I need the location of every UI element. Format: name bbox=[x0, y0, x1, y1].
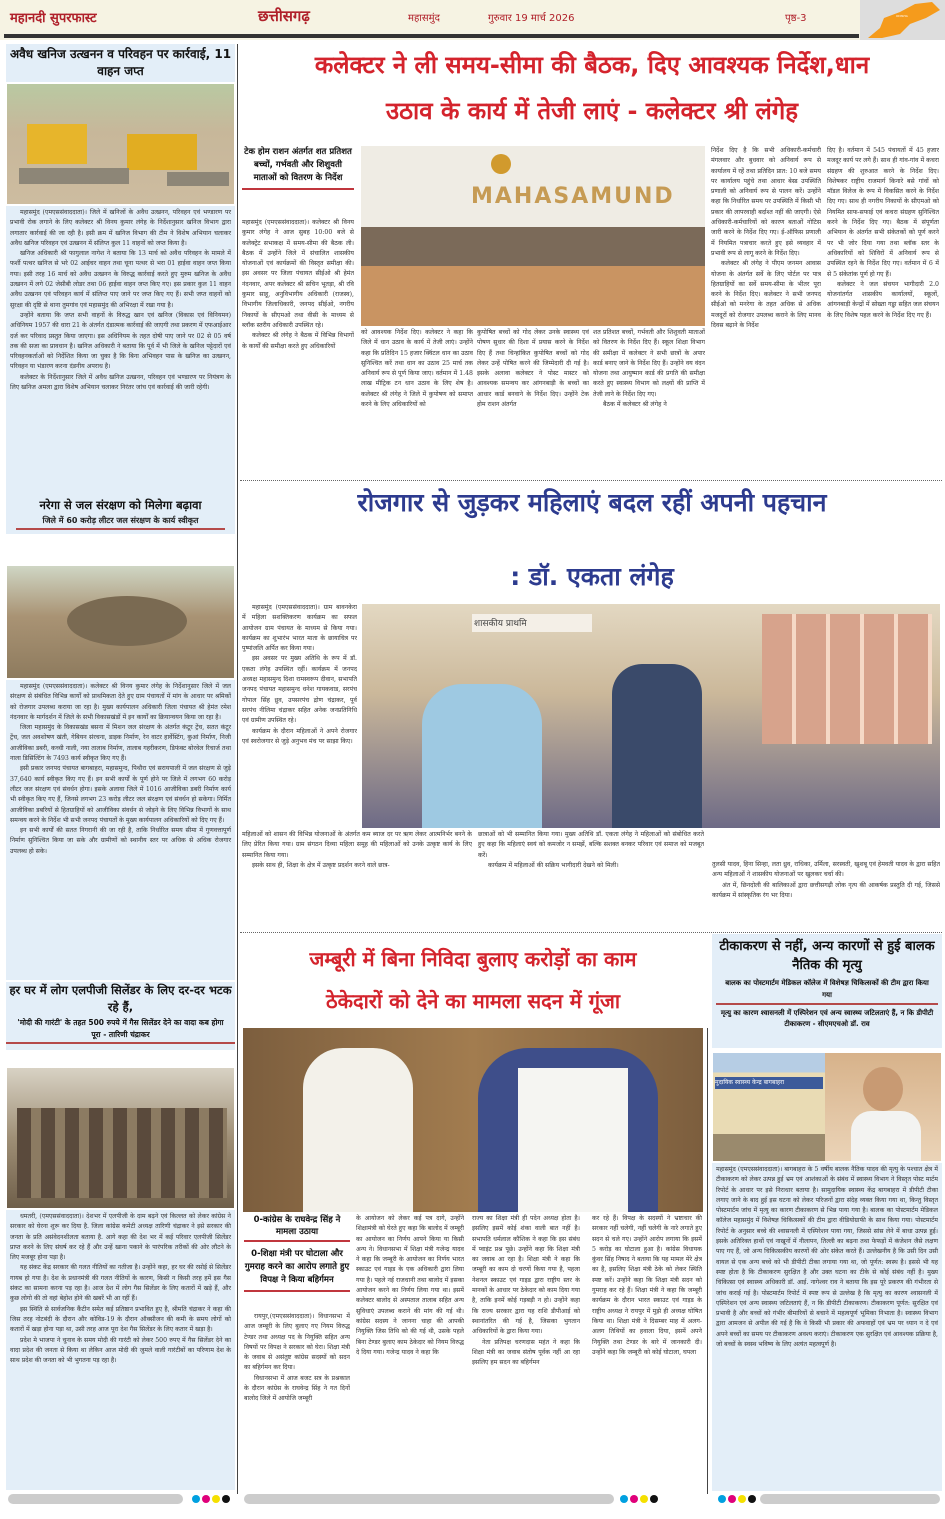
child-photo bbox=[825, 1053, 941, 1161]
story3-headline: हर घर में लोग एलपीजी सिलेंडर के लिए दर-दर भटक रहे हैं, bbox=[9, 983, 232, 1014]
jamboree-col-3 bbox=[472, 1214, 580, 1492]
color-registration-marks bbox=[192, 1495, 230, 1503]
child-shirt-shape bbox=[851, 1111, 921, 1161]
paragraph: महासमुंद (एमएससंवाददाता)। ग्राम बावनकेरा में महिला सशक्तिकरण कार्यक्रम का सफल आयोजन ग्राम पंचायत के माध्यम से किया गया। कार्यक्रम का शुभारंभ भारत माता के छायाचित्र पर पुष्पांजलि अर्पित कर किया गया। bbox=[242, 604, 357, 653]
women-col-3 bbox=[478, 830, 704, 930]
pond-shape bbox=[67, 596, 187, 646]
women-col-1 bbox=[242, 603, 357, 833]
issue-date: गुरुवार 19 मार्च 2026 bbox=[488, 13, 575, 24]
women-col-2 bbox=[242, 830, 472, 930]
vaccine-subheadline-2: मृत्यु का कारण श्वासनली में एस्पिरेशन एवं अन्य स्वास्थ्य जटिलताएं हैं, न कि डीपीटी टीकाकरण - सीएमएचओ डॉ. राव bbox=[720, 1009, 934, 1028]
city-name: महासमुंद bbox=[408, 13, 440, 24]
emblem-icon bbox=[491, 154, 511, 174]
vaccine-photo bbox=[713, 1053, 941, 1161]
jamboree-headline-2: ठेकेदारों को देने का मामला सदन में गूंजा bbox=[326, 989, 620, 1013]
color-registration-marks bbox=[620, 1495, 658, 1503]
section-divider bbox=[240, 932, 942, 933]
jamboree-col-2 bbox=[356, 1214, 464, 1492]
paragraph: कलेक्टर श्री लंगेह ने बैठक में विभिन्न विभागों के कार्यों की समीक्षा करते हुए अधिकारियों bbox=[242, 332, 354, 350]
paragraph: इस अवसर पर मुख्य अतिथि के रूप में डॉ. एकता लंगेह उपस्थित रहीं। कार्यक्रम में जनपद अध्यक्ष महासमुन्द दिशा रामस्वरूप दीवान, सभापति जनपद पंचायत महासमुन्द धनेश गायकवाड, सरपंच गोपाल सिंह ध्रुव, उपसरपंच द्रोण चंद्राकर, पूर्व सरपंच नीलिमा चंद्राकर सहित अनेक जनप्रतिनिधि एवं ग्रामीण उपस्थित रहे। bbox=[242, 655, 357, 725]
women-col-4 bbox=[712, 860, 940, 928]
paragraph: कलेक्टर श्री लंगेह ने पीएम जनमन आवास योजना के अंतर्गत सर्वे के लिए पोर्टल पर पात्र हितग्राहियों का सर्वे समय-सीमा के भीतर पूरा करने के निर्देश दिए। कलेक्टर ने सभी जनपद सीईओ को मनरेगा के तहत अधिक से अधिक मजदूरों को रोजगार उपलब्ध कराने के लिए मानव दिवस बढ़ाने के निर्देश bbox=[711, 260, 821, 330]
story2-subheadline: जिले में 60 करोड़ लीटर जल संरक्षण के कार्य स्वीकृत bbox=[16, 514, 225, 530]
header-rule bbox=[4, 34, 859, 38]
lead-side-headline: टेक होम राशन अंतर्गत शत प्रतिशत बच्चों, गर्भवती और शिशुवती माताओं को वितरण के निर्देश bbox=[242, 146, 354, 190]
paragraph: नेता प्रतिपक्ष चरणदास महंत ने कहा कि शिक्षा मंत्री का जवाब संतोष पूर्वक नहीं आ रहा इसलिए हम सदन का बहिर्गमन bbox=[472, 1338, 580, 1367]
column-divider bbox=[707, 1028, 708, 1494]
paragraph: इसके साथ ही, शिक्षा के क्षेत्र में उत्कृष्ट प्रदर्शन करने वाले छात्र- bbox=[252, 861, 390, 869]
jamboree-headline-1: जम्बूरी में बिना निविदा बुलाए करोड़ों का काम bbox=[309, 947, 637, 971]
paragraph: तुलसी यादव, हिना सिन्हा, लता ध्रुव, राधिका, उर्मिला, सरस्वती, खुशबू एवं हेमवती यादव के द्वारा सहित अन्य महिलाओं ने शासकीय योजनाओं पर खुलकर चर्चा की। bbox=[712, 861, 940, 879]
magenta-dot bbox=[630, 1495, 638, 1503]
child-face-shape bbox=[863, 1067, 903, 1111]
speaker-left-shape bbox=[303, 1048, 413, 1212]
paper-name: महानदी सुपरफास्ट bbox=[10, 11, 97, 26]
color-registration-marks bbox=[718, 1495, 756, 1503]
section-divider bbox=[240, 480, 942, 481]
paragraph: दिए है। वर्तमान में 545 पंचायतों में 45 हजार मजदूर कार्य पर लगे हैं। साथ ही गांव-गांव में कचरा संग्रहण की शुरुआत करने के निर्देश दिए। विशेषकर राष्ट्रीय राजमार्ग किनारे बसे गांवों को मॉडल विलेज के रूप में विकसित करने के निर्देश दिए गए। साथ ही नगरीय निकायों के सीएमओ को नियमित साफ-सफाई एवं कचरा संग्रहण सुनिश्चित करने के निर्देश दिए गए। बैठक में संपूर्णता अभियान के अंतर्गत सभी संकेतकों को पूर्ण करने पर भी जोर दिया गया तथा ब्लॉक स्तर के अधिकारियों को शिविरों में अनिवार्य रूप से उपस्थित रहने के निर्देश दिए गए। वर्तमान में 6 में से 5 संकेतांक पूर्ण हो गए हैं। bbox=[827, 147, 939, 278]
jamboree-col-4 bbox=[592, 1214, 702, 1492]
yellow-dot bbox=[738, 1495, 746, 1503]
vaccine-headline-box bbox=[712, 934, 942, 1048]
lead-col-2 bbox=[361, 328, 473, 478]
paragraph: राज्य का शिक्षा मंत्री ही पदेन अध्यक्ष होता है। इसलिए इसमें कोई शंका वाली बात नहीं है। सभापति धर्मलाल कौशिक ने कहा कि इस संबंध में प्वाइंट प्रश्न पूछे। उन्होंने कहा कि शिक्षा मंत्री का जवाब आ रहा है। शिक्षा मंत्री ने कहा कि जम्बूरी का काम दो चरणों किया गया है, पहला नेशनल स्काउट एवं गाइड द्वारा राष्ट्रीय स्तर के मानकों के आधार पर ठेकेदार को काम दिया गया है, ताकि इनमें कोई गड़बड़ी न हो। उन्होंने कहा कि राज्य सरकार द्वारा यह राशि डीपीआई को स्थानांतरित की गई है, जिसका भुगतान अधिकारियों के द्वारा किया गया। bbox=[472, 1215, 580, 1336]
bucket-shape bbox=[19, 168, 129, 184]
paragraph: महासमुंद (एमएससंवाददाता)। बागबाहरा के 5 वर्षीय बालक नैतिक यादव की मृत्यु के पश्चात क्षेत्र में टीकाकरण को लेकर उत्पन्न हुई भ्रम एवं आशंकाओं के संबंध में स्वास्थ्य विभाग ने विस्तृत पोस्ट मार्टम रिपोर्ट के आधार पर इसे निराधार बताया है। सामुदायिक स्वास्थ्य केंद्र बागबाहरा में डीपीटी टीका लगाए जाने के बाद हुई इस घटना को लेकर परिजनों द्वारा संदेह व्यक्त किया गया था, किन्तु विस्तृत पोस्टमार्टम जांच में मृत्यु का कारण टीकाकरण से भिन्न पाया गया है। बालक का पोस्टमार्टम मेडिकल कॉलेज महासमुंद में विशेषज्ञ चिकित्सकों की टीम द्वारा वीडियोग्राफी के साथ किया गया। पोस्टमार्टम रिपोर्ट के अनुसार बच्चे की श्वासनली में एस्पिरेशन पाया गया, जिससे सांस लेने में बाधा उत्पन्न हुई। इसके अतिरिक्त हाथों एवं नाखूनों में नीलापन, तिल्ली का बढ़ना तथा फेफड़ों में कंजेशन जैसे लक्षण पाए गए हैं, जो अन्य चिकित्सकीय कारणों की ओर संकेत करते हैं। उल्लेखनीय है कि उसी दिन उसी वायल से एक अन्य बच्चे को भी डीपीटी टीका लगाया गया था, जो पूर्णत: स्वस्थ है। इससे भी यह स्पष्ट होता है कि टीकाकरण सुरक्षित है और उक्त घटना का टीके से कोई संबंध नहीं है। मुख्य चिकित्सा एवं स्वास्थ्य अधिकारी डॉ. आई. नागेश्वर राव ने बताया कि इस पूरे प्रकरण की गंभीरता से जांच कराई गई है। पोस्टमार्टम रिपोर्ट में स्पष्ट रूप से उल्लेख है कि मृत्यु का कारण श्वासनली में एस्पिरेशन एवं अन्य स्वास्थ्य जटिलताएं हैं, न कि डीपीटी टीकाकरण। टीकाकरण पूर्णत: सुरक्षित एवं प्रभावी है और बच्चों को गंभीर बीमारियों से बचाने में महत्वपूर्ण भूमिका निभाता है। स्वास्थ्य विभाग द्वारा आमजन से अपील की गई है कि वे किसी भी प्रकार की अफवाहों एवं भ्रम पर ध्यान न दे एवं अपने बच्चों का समय पर टीकाकरण अवश्य कराएं। टीकाकरण एक सुरक्षित एवं आवश्यक प्रक्रिया है, जो बच्चों के स्वस्थ भविष्य के लिए अत्यंत महत्वपूर्ण है। bbox=[716, 1166, 938, 1349]
excavator-shape bbox=[27, 124, 87, 164]
paragraph: कार्यक्रम के दौरान महिलाओं ने अपने रोजगार एवं स्वरोजगार से जुड़े अनुभव मंच पर साझा किए। bbox=[242, 727, 357, 745]
cyan-dot bbox=[620, 1495, 628, 1503]
story3-body bbox=[6, 1210, 235, 1490]
story2-headline-box bbox=[6, 496, 235, 534]
paragraph: इसी प्रकार जनपद पंचायत बागबाहरा, महासमुन्द, पिथौरा एवं सरायपाली में जल संरक्षण से जुड़े 37,640 कार्य स्वीकृत किए गए हैं। इन सभी कार्यों के पूर्ण होने पर जिले में लगभग 60 करोड़ लीटर जल संरक्षण एवं संवर्धन होगा। इसके अलावा जिले में 1016 आजीविका डबरी निर्माण कार्य भी स्वीकृत किए गए हैं, जिनसे लगभग 23 करोड़ लीटर जल संरक्षण एवं संवर्धन हो सकेगा। निर्मित आजीविका डबरियों से हितग्राहियों को आजीविका संवर्धन से जोड़ने के लिए विभिन्न विभागों के साथ समन्वय करने के निर्देश भी सभी जनपद पंचायतों के मुख्य कार्यपालन अधिकारियों को दिए गए हैं। bbox=[10, 765, 231, 824]
story3-subheadline: 'मोदी की गारंटी' के तहत 500 रुपये में गैस सिलेंडर देने का वादा कब होगा पूरा - तारिणी चंद्राकर bbox=[6, 1016, 235, 1044]
paragraph: शत प्रतिशत बच्चों, गर्भवती और शिशुवती माताओं को वितरण के निर्देश दिए हैं। स्कूल शिक्षा विभाग की समीक्षा में कलेक्टर ने सभी छात्रों के अपार कार्ड बनाए जाने के निर्देश दिए हैं। उन्होंने वय वंदन योजना तथा आयुष्मान कार्ड की प्रगति की समीक्षा करते हुए स्वास्थ्य विभाग को लक्ष्यों की प्राप्ति में तेजी लाने के निर्देश दिए गए। bbox=[593, 329, 705, 398]
vaccine-body bbox=[712, 1163, 942, 1491]
crowd-shape bbox=[17, 1108, 227, 1198]
jamboree-side-2: 0-शिक्षा मंत्री पर घोटाला और गुमराह करने का आरोप लगाते हुए विपक्ष ने किया बहिर्गमन bbox=[244, 1248, 350, 1292]
photo-wall-text: MAHASAMUND bbox=[471, 184, 675, 209]
lead-col-1 bbox=[242, 218, 354, 478]
story1-photo bbox=[7, 84, 234, 204]
paragraph: निर्देश दिए है कि सभी अधिकारी-कर्मचारी मंगलवार और बुधवार को अनिवार्य रूप से कार्यालय में रहें तथा प्रतिदिन प्रात: 10 बजे समय पर कार्यालय पहुंचे तथा आधार बेस्ड उपस्थिति प्रणाली को अनिवार्य रूप से पालन करें। उन्होंने कहा कि निर्धारित समय पर उपस्थिति में किसी भी प्रकार की लापरवाही बर्दाश्त नहीं की जाएगी। ऐसे अधिकारी-कर्मचारियों को कारण बताओं नोटिस जारी करने के निर्देश दिए गए। ई-ऑफिस प्रणाली में नियमित पत्राचार करते हुए इसे व्यवहार में प्रभावी रूप से लागू करने के निर्देश दिए। bbox=[711, 147, 821, 257]
state-name: छत्तीसगढ़ bbox=[258, 7, 310, 25]
school-sign: शासकीय प्राथमि bbox=[472, 614, 592, 632]
lead-headline-2: उठाव के कार्य में तेजी लाएं - कलेक्टर श्री लंगेह bbox=[385, 97, 799, 125]
column-divider bbox=[237, 44, 238, 1494]
women-headline-1: रोजगार से जुड़कर महिलाएं बदल रहीं अपनी पहचान bbox=[357, 488, 827, 517]
paragraph: कुपोषित बच्चों को गोद लेकर उनके स्वास्थ्य एवं पोषण सुधार की दिशा में प्रयास करने के निर्देश दिए हैं तथा चिन्हांकित कुपोषित बच्चों को गोद लेकर उन्हें पोषित करने की जिम्मेदारी दी गई है। इसके अलावा कलेक्टर ने पोस्ट मास्टर को आवश्यक समन्वय कर आंगनबाड़ी के बच्चों का आधार कार्ड बनवाने के निर्देश दिए। उन्होंने टेक होम राशन अंतर्गत bbox=[477, 329, 589, 409]
map-label: ODISHA bbox=[896, 14, 908, 18]
paragraph: इस स्थिति से सार्वजनिक कैंटीन समेत कई प्रतिष्ठान प्रभावित हुए है, श्रीमति चंद्राकर ने कहा की जिस तरह नोटबंदी के दौरान और कोविड-19 के दौरान ऑक्सीजन की कमी के समय लोगों को कतारों में खड़ा होना पड़ा था, उसी तरह आज पूरा देश गैस सिलेंडर के लिए कतार में खड़ा है। bbox=[10, 1305, 231, 1334]
paragraph: छात्राओं को भी सम्मानित किया गया। मुख्य अतिथि डॉ. एकता लंगेह ने महिलाओं को संबोधित करते हुए कहा कि महिलाएं स्वयं को कमजोर न समझें, बल्कि सशक्त बनकर परिवार एवं समाज को मजबूत करें। bbox=[478, 831, 704, 859]
magenta-dot bbox=[202, 1495, 210, 1503]
paragraph: इन सभी कार्यों की सतत निगरानी की जा रही है, ताकि निर्धारित समय सीमा में गुणवत्तापूर्ण निर्माण सुनिश्चित किया जा सके और ग्रामीणों को स्थानीय स्तर पर अधिक से अधिक रोजगार उपलब्ध हो सके। bbox=[10, 827, 231, 855]
footer-bar bbox=[244, 1494, 614, 1504]
map-icon bbox=[860, 0, 945, 40]
story2-photo bbox=[7, 566, 234, 678]
black-dot bbox=[748, 1495, 756, 1503]
paragraph: उन्होंने बताया कि जप्त सभी वाहनों के विरुद्ध खान एवं खनिज (विकास एवं विनियमन) अधिनियम 1957 की धारा 21 के अंतर्गत दंडात्मक कार्रवाई की जाएगी तथा प्रकरण में एफआईआर दर्ज कर परिवाद प्रस्तुत किया जाएगा। इस अधिनियम के तहत दोषी पाए जाने पर 02 से 05 वर्ष तक की सजा का प्रावधान है। खनिज अधिकारी ने बताया कि पूर्व में भी जिले के खनिज पट्टेदारों एवं परिवहनकर्ताओं को निर्देशित किया जा चुका है कि बिना अभिवहन पास के खनिज का उत्खनन, परिवहन या भंडारण करना दंडनीय अपराध है। bbox=[10, 311, 231, 371]
state-map bbox=[860, 0, 945, 40]
paragraph: कलेक्टर के निर्देशानुसार जिले में अवैध खनिज उत्खनन, परिवहन एवं भण्डारण पर नियंत्रण के लिए खनिज अमला द्वारा विशेष अभियान चलाकर निरंतर जांच एवं कार्रवाई की जारी रहेगी। bbox=[10, 373, 231, 392]
lead-col-4 bbox=[593, 328, 705, 478]
paragraph: खनिज अधिकारी श्री फागुलाल नागेश ने बताया कि 13 मार्च को अवैध परिवहन के मामले में फर्शी पत्थर खनिज से भरे 02 आईचर वाहन तथा चूना पत्थर से भरा 01 हाईवा वाहन जप्त किया गया। इसी तरह 16 मार्च को अवैध उत्खनन के विरुद्ध कार्रवाई करते हुए मुरुम खनिज के अवैध उत्खनन में लगे 02 जेसीबी लोडर तथा 06 हाईवा वाहन जप्त किए गए। इस प्रकार कुल 11 वाहन अवैध उत्खनन एवं परिवहन कार्य में संलिप्त पाए जाने पर जप्त किए गए हैं। सभी जप्त वाहनों को सुरक्षा की दृष्टि से थाना तुमगांव एवं महासमुंद की अभिरक्षा में रखा गया है। bbox=[10, 250, 231, 309]
paragraph: कर रहे हैं। विपक्ष के सदस्यों ने भ्रष्टाचार की सरकार नहीं चलेगी, नहीं चलेगी के नारे लगाते हुए सदन से चले गए। उन्होंने आरोप लगाया कि इसमें 5 करोड़ का घोटाला हुआ है। कांग्रेस विधायक कुंवर सिंह निषाद ने बताया कि यह मामल मेरे क्षेत्र का है, इसलिए शिक्षा मंत्री ठेके को लेकर स्थिति स्पष्ट करें। उन्होंने कहा कि शिक्षा मंत्री सदन को गुमराह कर रहे हैं। शिक्षा मंत्री ने कहा कि जम्बूरी कार्यक्रम के दौरान भारत स्काउट एवं गाइड के राष्ट्रीय अध्यक्ष ने रायपुर में मुझे ही अध्यक्ष घोषित किया था। शिक्षा मंत्री ने दिसम्बर माह में अलग-अलग तिथियों का हवाला दिया, इसमें अपने नियुक्ति तथा टेण्डर के बारे में जानकारी दी। उन्होंने कहा कि जम्बूरी को कोई घोटाला, घपला bbox=[592, 1215, 702, 1356]
yellow-dot bbox=[640, 1495, 648, 1503]
yellow-dot bbox=[212, 1495, 220, 1503]
story1-headline: अवैध खनिज उत्खनन व परिवहन पर कार्रवाई, 11 वाहन जप्त bbox=[9, 47, 232, 78]
jacket-shape bbox=[518, 1068, 628, 1212]
excavator-shape bbox=[127, 134, 197, 170]
vaccine-headline: टीकाकरण से नहीं, अन्य कारणों से हुई बालक नैतिक की मृत्यु bbox=[719, 939, 935, 973]
jamboree-side-1: 0-कांग्रेस के राघवेन्द्र सिंह ने मामला उठाया bbox=[244, 1214, 350, 1242]
lead-col-3 bbox=[477, 328, 589, 478]
story3-photo bbox=[7, 1068, 234, 1208]
lead-col-6 bbox=[827, 146, 939, 478]
paragraph: जिला महासमुंद के विकासखंड बसना में मिशन जल संरक्षण के अंतर्गत कंटूर ट्रेंच, सतत कंटूर ट्रेंच, जल अवशोषण खंती, गेबियन संरचना, डाइक निर्माण, रेन वाटर हार्वेस्टिंग, कुआं निर्माण, निजी आजीविका डबरी, कच्ची नाली, नया तालाब निर्माण, तालाब गहरीकरण, डिफंक्ट बोरवेल रिचार्ज तथा नाला डिसिल्टिंग के 7493 कार्य स्वीकृत किए गए हैं। bbox=[10, 724, 231, 763]
health-centre-shape bbox=[713, 1053, 825, 1161]
bucket-shape bbox=[167, 172, 229, 186]
table-shape bbox=[361, 266, 705, 326]
vaccine-subheadline: बालक का पोस्टमार्टम मेडिकल कॉलेज में विशेषज्ञ चिकित्सकों की टीम द्वारा किया गया bbox=[716, 975, 938, 1005]
banner-shape bbox=[762, 614, 932, 744]
paragraph: महासमुंद (एमएससंवाददाता)। कलेक्टर श्री विनय कुमार लंगेह ने आज सुबह 10:00 बजे से कलेक्ट्रेट सभाकक्ष में समय-सीमा की बैठक ली। बैठक में उन्होंने जिले में संचालित शासकीय योजनाओं एवं कार्यक्रमों की विस्तृत समीक्षा की। इस अवसर पर जिला पंचायत सीईओ श्री हेमंत नंदनवार, अपर कलेक्टर श्री सचिन भूतड़ा, श्री रवि कुमार साहू, अनुविभागीय अधिकारी (राजस्व), विभागीय जिलाधिकारी, जनपद सीईओ, नगरीय निकायों के सीएमओ तथा वीसी के माध्यम से ब्लॉक स्तरीय अधिकारी उपस्थित रहे। bbox=[242, 219, 354, 329]
lead-col-5 bbox=[711, 146, 821, 478]
paragraph: के आयोजन को लेकर कई पत्र दागे, उन्होंने शिक्षामंत्री को घेरते हुए कहा कि बालोद में जम्बूरी का आयोजन का निर्णय आपने किया या किसी अन्य ने। विधानसभा में शिक्षा मंत्री गजेन्द्र यादव ने कहा कि जम्बूरी के आयोजन का निर्णय भारत स्काउट एवं गाइड के एक अधिकारी द्वारा लिया गया है। पहले नई राजधानी तथा बालोद में इसका आयोजन करने का निर्णय लिया गया था। इसमें कलेक्टर बालोद से अस्पताल तालाब सहित अन्य सुविधाएं उपलब्ध कराने की मांग की गई थी। कांग्रेस सदस्य ने जानना चाहा की आपकी नियुक्ति जिस तिथि को की गई थी, उसके पहले बिना टेण्डर बुलाए काम ठेकेदार को नियम विरुद्ध दे दिया गया। गजेन्द्र यादव ने कहा कि bbox=[356, 1215, 464, 1356]
paragraph: धमतरी, (एमएससंवाददाता)। देशभर में एलपीजी के दाम बढ़ने एवं किल्लत को लेकर कांग्रेस ने सरकार को घेरना शुरू कर दिया है. जिला कांग्रेस कमेटी अध्यक्ष तारिणी चंद्राकर ने इसे सरकार की जनता के प्रति असंवेदनशीलता बताया है. आगे कहा की देश भर में कई परिवार एलपीजी सिलेंडर प्राप्त करने के लिए संघर्ष कर रहे हैं और उन्हें खाना पकाने के पारंपरिक तरीकों की ओर लौटने के लिए मजबूर होना पड़ा है। bbox=[10, 1213, 231, 1262]
paragraph: अंत में, छिनदोली की बालिकाओं द्वारा छत्तीसगढ़ी लोक नृत्य की आकर्षक प्रस्तुति दी गई, जिससे कार्यक्रम में सांस्कृतिक रंग भर दिया। bbox=[712, 881, 940, 899]
paragraph: कलेक्टर ने जल संचयन भागीदारी 2.0 योजनांतर्गत शासकीय कार्यालयों, स्कूलों, आंगनबाड़ी केन्द्रों में सोख्ता गड्ढा सहित जल संचयन के लिए विशेष पहल करने के निर्देश दिए गए हैं। bbox=[827, 280, 939, 319]
black-dot bbox=[222, 1495, 230, 1503]
lead-headline-1: कलेक्टर ने ली समय-सीमा की बैठक, दिए आवश्यक निर्देश,धान bbox=[314, 51, 870, 79]
magenta-dot bbox=[728, 1495, 736, 1503]
person-shape bbox=[612, 664, 702, 828]
paragraph: बैठक में कलेक्टर श्री लंगेह ने bbox=[603, 401, 667, 409]
lead-photo bbox=[361, 146, 705, 326]
paragraph: महिलाओं को शासन की विभिन्न योजनाओं के अंतर्गत कम ब्याज दर पर ऋण लेकर आत्मनिर्भर बनने के लिए प्रेरित किया गया। ग्राम संगठन दिव्या महिला समूह की महिलाओं को उनके उत्कृष्ट कार्य के लिए सम्मानित किया गया। bbox=[242, 831, 472, 859]
paragraph: रायपुर,(एमएससंवाददाता)। विधानसभा में आज जम्बूरी के लिए बुलाए गए नियम विरुद्ध टेण्डर तथा अध्यक्ष पद के नियुक्ति सहित अन्य विषयों पर विपक्ष ने सरकार को घेरा। शिक्षा मंत्री के जवाब से असंतुष्ट कांग्रेस सदस्यों को सदन का बहिर्गमन कर दिया। bbox=[244, 1313, 350, 1372]
story2-headline: नरेगा से जल संरक्षण को मिलेगा बढ़ावा bbox=[39, 498, 202, 512]
health-centre-sign: मुदायिक स्वास्थ्य केन्द्र बागबाहरा bbox=[715, 1077, 823, 1089]
women-photo bbox=[362, 604, 940, 828]
paragraph: को आवश्यक निर्देश दिए। कलेक्टर ने कहा कि जिले में धान उठाव के कार्य में तेजी लाएं। उन्होंने कहा कि प्रतिदिन 15 हजार क्विंटल धान का उठाव सुनिश्चित करें तथा धान का उठाव 25 मार्च तक अनिवार्य रूप से पूर्ण किया जाए। वर्तमान में 1.48 लाख मीट्रिक टन धान उठाव के लिए शेष है। कलेक्टर श्री लंगेह ने जिले में कुपोषण को समाप्त करने के लिए अधिकारियों को bbox=[361, 329, 473, 409]
footer-bar bbox=[8, 1494, 183, 1504]
cyan-dot bbox=[192, 1495, 200, 1503]
story2-body bbox=[6, 680, 235, 980]
black-dot bbox=[650, 1495, 658, 1503]
paragraph: महासमुंद (एमएससंवाददाता)। जिले में खनिजों के अवैध उत्खनन, परिवहन एवं भण्डारण पर प्रभावी रोक लगाने के लिए कलेक्टर श्री विनय कुमार लंगेह के निर्देशानुसार खनिज विभाग द्वारा लगातार कार्रवाई की जा रही है। इसी क्रम में खनिज विभाग की टीम ने विशेष अभियान चलाकर अवैध खनिज परिवहन एवं उत्खनन में संलिप्त कुल 11 वाहनों को जप्त किया है। bbox=[10, 209, 231, 247]
page-number: पृष्ठ-3 bbox=[785, 13, 807, 24]
paragraph: विधानसभा में आज बजट सत्र के प्रश्नकाल के दौरान कांग्रेस के राघवेन्द्र सिंह ने गत दिनों बालोद जिले में आयोजि जम्बूरी bbox=[244, 1374, 350, 1403]
story1-body bbox=[6, 206, 235, 496]
story1-headline-box bbox=[6, 44, 235, 82]
person-shape bbox=[422, 684, 542, 828]
paragraph: कार्यक्रम में महिलाओं की सक्रिय भागीदारी देखने को मिली। bbox=[488, 861, 619, 869]
women-headline-2: : डॉ. एकता लंगेह bbox=[510, 562, 674, 591]
paragraph: प्रदेश मे भाजपा ने चुनाव के समय मोदी की गारंटी को लेकर 500 रुपए में गैस सिलेंडर देने का वादा प्रदेश की जनता से किया था लेकिन आज मोदी की जुमले वाली गारंटीबों का परिणाम देश के साथ प्रदेश की जनता को भी भुगतना पड़ रहा है। bbox=[10, 1336, 231, 1365]
footer-bar bbox=[760, 1494, 940, 1504]
paragraph: यह संकट केंद्र सरकार की गलत नीतियों का नतीजा है। उन्होंने कहा, हर घर की रसोई से सिलेंडर गायब हो गया है। देश के प्रधानमंत्री की गलत नीतियों के कारण, किसी न किसी तरह हमें इस गैस संकट का सामना करना पड़ रहा है। आज देश में लोग गैस सिलेंडर के लिए कतारों में खड़े हैं, और कुछ लोगो की तो वहां बेहोश होने की खबरें भी आ रहीं हैं। bbox=[10, 1264, 231, 1303]
paragraph: महासमुंद (एमएससंवाददाता)। कलेक्टर श्री विनय कुमार लंगेह के निर्देशानुसार जिले में जल संरक्षण से संबंधित विभिन्न कार्यों को प्राथमिकता देते हुए ग्राम पंचायतों में मांग के आधार पर श्रमिकों को रोजगार उपलब्ध कराया जा रहा है। मुख्य कार्यपालन अधिकारी जिला पंचायत श्री हेमंत रमेश नंदनवार के मार्गदर्शन में जिले के सभी विकासखंडों में इन कार्यों का क्रियान्वयन किया जा रहा है। bbox=[10, 683, 231, 721]
story3-headline-box bbox=[6, 982, 235, 1050]
jamboree-col-1 bbox=[244, 1312, 350, 1492]
jamboree-photo bbox=[243, 1028, 703, 1212]
cyan-dot bbox=[718, 1495, 726, 1503]
